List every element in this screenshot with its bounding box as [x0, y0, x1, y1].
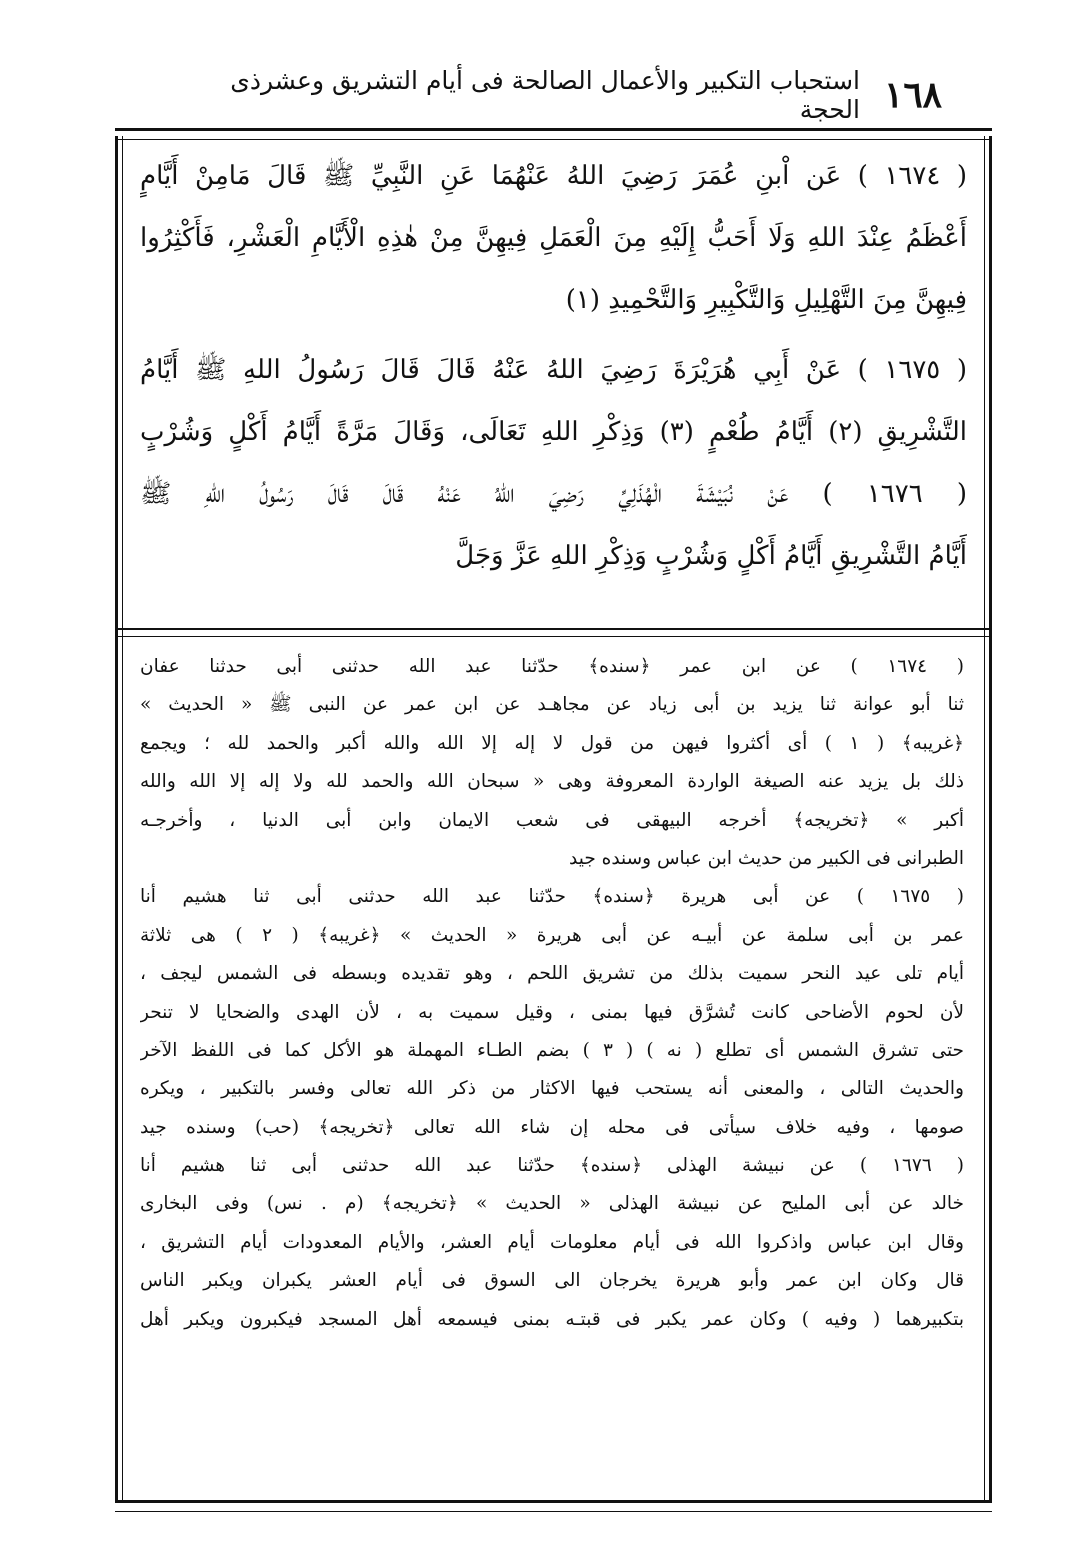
commentary-line: صومها ، وفيه خلاف سيأتى فى محله إن شاء الله تعالى ﴿تخريجه﴾ (حب) وسنده جيد	[140, 1116, 964, 1138]
commentary-line: أكبر » ﴿تخريجه﴾ أخرجه البيهقى فى شعب الايمان وابن أبى الدنيا ، وأخرجـه	[140, 809, 964, 831]
hadith-line: ( ١٦٧٦ ) عَنْ نُبَيْشَةَ الْهُذَلِيِّ رَضِيَ اللهُ عَنْهُ قَالَ قَالَ رَسُولُ اللهِ ﷺ	[140, 479, 967, 509]
commentary-line: ( ١٦٧٤ ) عن ابن عمر ﴿سنده﴾ حدّثنا عبد الله حدثنى أبى حدثنا عفان	[140, 656, 964, 677]
chapter-title: استحباب التكبير والأعمال الصالحة فى أيام التشريق وعشرذى الحجة	[230, 66, 860, 124]
commentary-line: ثنا أبو عوانة ثنا يزيد بن أبى زياد عن مجاهـد عن ابن عمر عن النبى ﷺ « الحديث »	[140, 694, 964, 716]
commentary-line: أيام تلى عيد النحر سميت بذلك من تشريق اللحم ، وهو تقديده وبسطه فى الشمس ليجف ،	[140, 963, 964, 985]
right-frame-border	[984, 136, 992, 1502]
commentary-section	[140, 648, 964, 1493]
hadith-line: التَّشْرِيقِ (٢) أَيَّامُ طُعْمٍ (٣) وَذِكْرِ اللهِ تَعَالَى، وَقَالَ مَرَّةً أَيَّامُ أَكْلٍ وَشُرْبٍ	[140, 417, 967, 447]
commentary-line: خالد عن أبى المليح عن نبيشة الهذلى « الحديث » ﴿تخريجه﴾ (م . نس) وفى البخارى	[140, 1193, 964, 1215]
commentary-line: والحديث التالى ، والمعنى أنه يستحب فيها الاكثار من ذكر الله تعالى وفسر بالتكبير ، ويكره	[140, 1078, 964, 1100]
hadith-line: ( ١٦٧٤ ) عَن اْبنِ عُمَرَ رَضِيَ اللهُ عَنْهُمَا عَنِ النَّبِيِّ ﷺ قَالَ مَامِنْ أَيَّامٍ	[140, 161, 967, 191]
hadith-line: أَعْظَمُ عِنْدَ اللهِ وَلَا أَحَبُّ إِلَيْهِ مِنَ الْعَمَلِ فِيهِنَّ مِنْ هٰذِهِ الْأَيَّامِ الْعَشْرِ، فَأَكْثِرُوا	[140, 223, 967, 253]
commentary-line: ﴿غريبه﴾ ( ١ ) أى أكثروا فيهن من قول لا إله إلا الله والله أكبر والحمد لله ؛ ويجمع	[140, 732, 964, 754]
hadith-line: ( ١٦٧٥ ) عَنْ أَبِي هُرَيْرَةَ رَضِيَ اللهُ عَنْهُ قَالَ قَالَ رَسُولُ اللهِ ﷺ أَيَّامُ	[140, 355, 967, 385]
commentary-line: الطبرانى فى الكبير من حديث ابن عباس وسنده جيد	[569, 847, 964, 869]
commentary-divider	[115, 628, 992, 637]
commentary-line: ( ١٦٧٦ ) عن نبيشة الهذلى ﴿سنده﴾ حدّثنا عبد الله حدثنى أبى ثنا هشيم أنا	[140, 1155, 964, 1177]
commentary-line: وقال ابن عباس واذكروا الله فى أيام معلومات أيام العشر، والأيام المعدودات أيام التشريق ،	[140, 1231, 964, 1253]
hadith-line: فِيهِنَّ مِنَ التَّهْلِيلِ وَالتَّكْبِيرِ وَالتَّحْمِيدِ (١)	[565, 285, 967, 315]
page-header	[200, 66, 942, 124]
commentary-line: قال وكان ابن عمر وأبو هريرة يخرجان الى السوق فى أيام العشر يكبران ويكبر الناس	[140, 1270, 964, 1292]
page-number: ١٦٨	[883, 74, 942, 116]
commentary-line: ( ١٦٧٥ ) عن أبى هريرة ﴿سنده﴾ حدّثنا عبد الله حدثنى أبى ثنا هشيم أنا	[140, 886, 964, 908]
footer-divider	[115, 1500, 992, 1512]
commentary-line: ذلك بل يزيد عنه الصيغة الواردة المعروفة وهى « سبحان الله والحمد لله ولا إله إلا الله والله	[140, 771, 964, 793]
commentary-line: حتى تشرق الشمس أى تطلع ( نه ) ( ٣ ) بضم الطـاء المهملة هو الأكل كما فى اللفظ الآخر	[140, 1039, 964, 1061]
commentary-line: لأن لحوم الأضاحى كانت تُشرَّق فيها بمنى ، وقيل سميت به ، لأن الهدى والضحايا لا تنحر	[140, 1001, 964, 1023]
header-divider	[115, 128, 992, 140]
hadith-line: أَيَّامُ التَّشْرِيقِ أَيَّامُ أَكْلٍ وَشُرْبٍ وَذِكْرِ اللهِ عَزَّ وَجَلَّ	[455, 541, 967, 571]
commentary-line: عمر بن أبى سلمة عن أبيـه عن أبى هريرة « الحديث » ﴿غريبه﴾ ( ٢ ) هى ثلاثة	[140, 924, 964, 946]
hadith-text-section	[140, 145, 967, 623]
left-frame-border	[115, 136, 123, 1502]
commentary-line: بتكبيرهما ( وفيه ) وكان عمر يكبر فى قبتـه بمنى فيسمعه أهل المسجد فيكبرون ويكبر أهل	[140, 1308, 964, 1330]
